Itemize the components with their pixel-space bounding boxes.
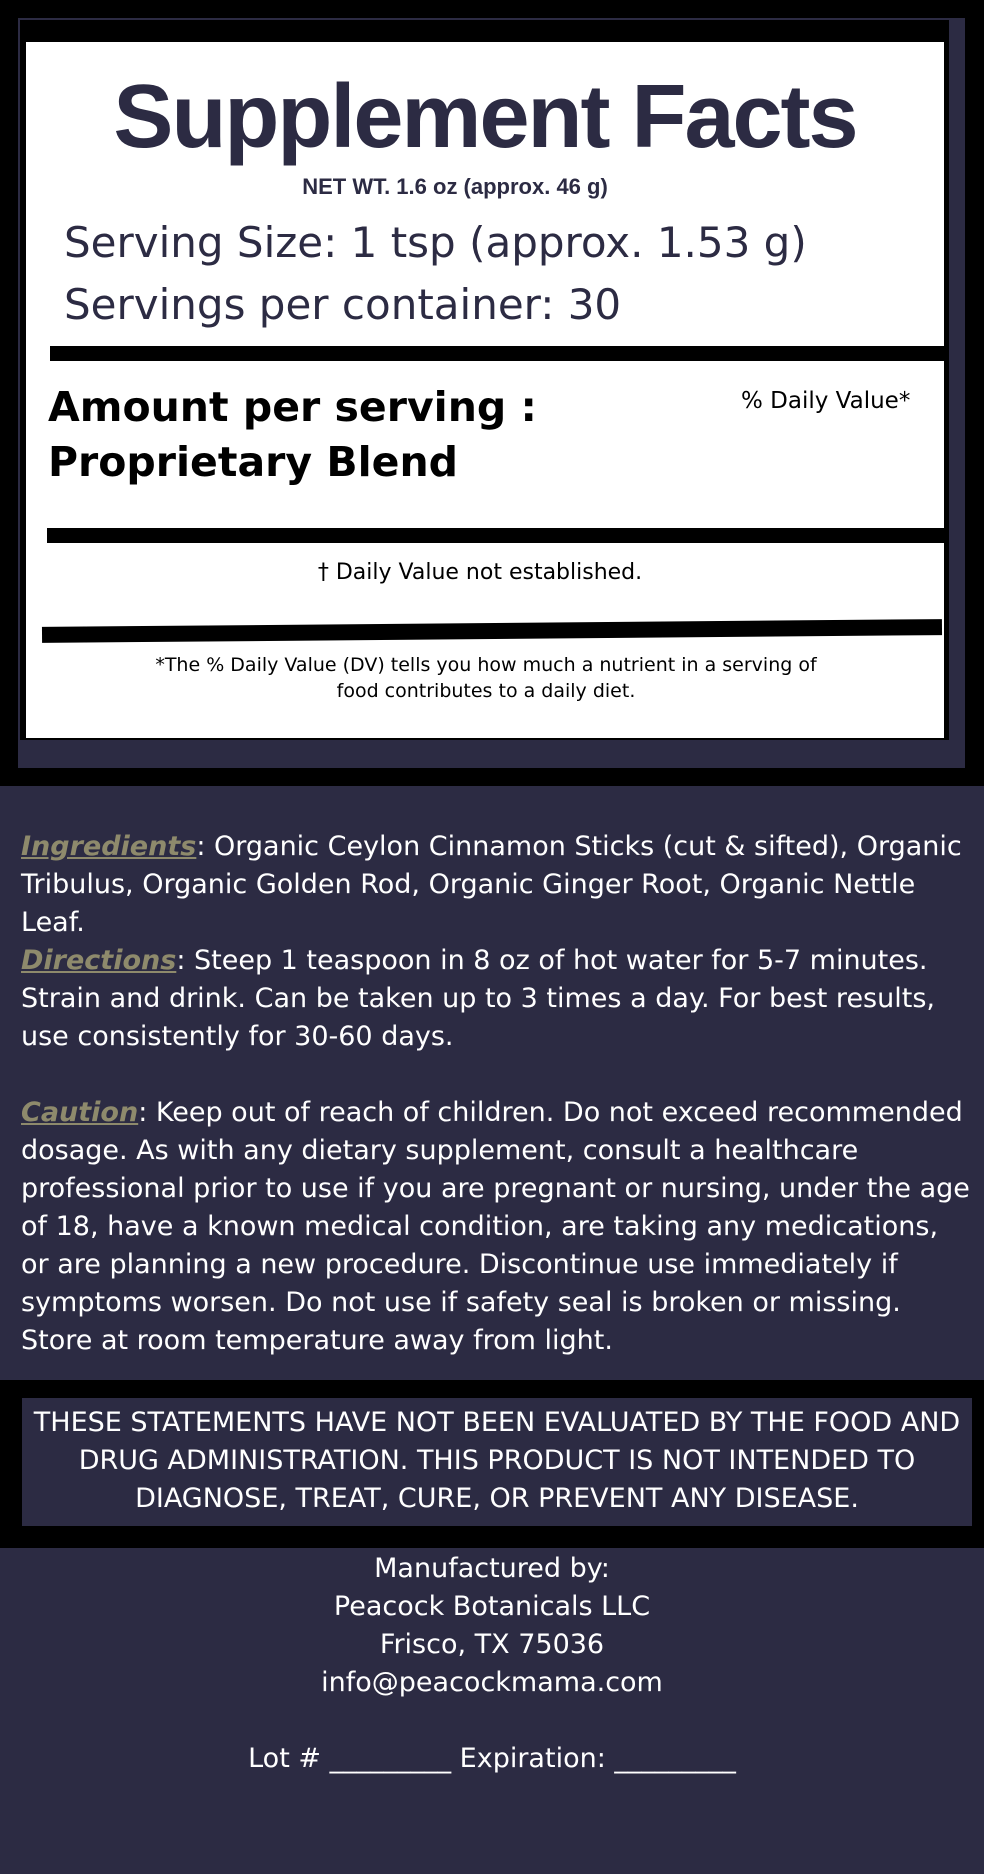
directions-text: : Steep 1 teaspoon in 8 oz of hot water for 5-7 minutes. Strain and drink. Can be taken up to 3 times a day. For best results, use consistently for 30-60 days. xyxy=(21,945,935,1052)
caution-label: Caution xyxy=(21,1097,139,1128)
caution-text: : Keep out of reach of children. Do not exceed recommended dosage. As with any dietary supplement, consult a healthcare professional prior to use if you are pregnant or nursing, under the age of 18, have a known medical condition, are taking any medications, or are planning a new procedure. Discontinue use immediately if symptoms worsen. Do not use if safety seal is broken or missing. Store at room temperature away from light. xyxy=(21,1097,970,1356)
fda-disclaimer-frame xyxy=(0,1380,984,1548)
manufacturer-name: Peacock Botanicals LLC xyxy=(333,1591,651,1622)
panel-title: Supplement Facts xyxy=(113,67,857,167)
fda-disclaimer: THESE STATEMENTS HAVE NOT BEEN EVALUATED BY THE FOOD AND DRUG ADMINISTRATION. THIS PRODUCT IS NOT INTENDED TO DIAGNOSE, TREAT, CURE, OR PREVENT ANY DISEASE. xyxy=(22,1398,972,1526)
daily-value-footnote: *The % Daily Value (DV) tells you how much a nutrient in a serving of food contributes to a daily diet. xyxy=(155,654,817,702)
lot-expiration-line: Lot # _________ Expiration: _________ xyxy=(248,1743,736,1774)
ingredients-text: : Organic Ceylon Cinnamon Sticks (cut & sifted), Organic Tribulus, Organic Golden Rod, Organic Ginger Root, Organic Nettle Leaf. xyxy=(21,831,962,938)
ingredients-label: Ingredients xyxy=(21,831,197,862)
manufacturer-heading: Manufactured by: xyxy=(374,1553,610,1584)
amount-per-serving: Amount per serving : Proprietary Blend xyxy=(48,383,537,486)
manufacturer-info xyxy=(0,1550,984,1702)
daily-value-note: † Daily Value not established. xyxy=(317,560,643,585)
ingredients-directions-section xyxy=(21,828,971,1056)
net-weight: NET WT. 1.6 oz (approx. 46 g) xyxy=(302,174,608,199)
divider-bar xyxy=(47,528,944,543)
caution-section xyxy=(21,1094,971,1360)
serving-size: Serving Size: 1 tsp (approx. 1.53 g) xyxy=(64,218,807,267)
directions-label: Directions xyxy=(21,945,177,976)
servings-per-container: Servings per container: 30 xyxy=(64,280,622,329)
directions-paragraph xyxy=(21,942,971,1056)
daily-value-header: % Daily Value* xyxy=(741,388,911,414)
ingredients-paragraph xyxy=(21,828,971,942)
manufacturer-address: Frisco, TX 75036 xyxy=(379,1629,605,1660)
divider-bar xyxy=(42,619,942,643)
manufacturer-email: info@peacockmama.com xyxy=(321,1667,663,1698)
supplement-facts-panel xyxy=(26,42,944,738)
divider-bar xyxy=(50,346,944,361)
supplement-facts-frame xyxy=(0,0,984,786)
